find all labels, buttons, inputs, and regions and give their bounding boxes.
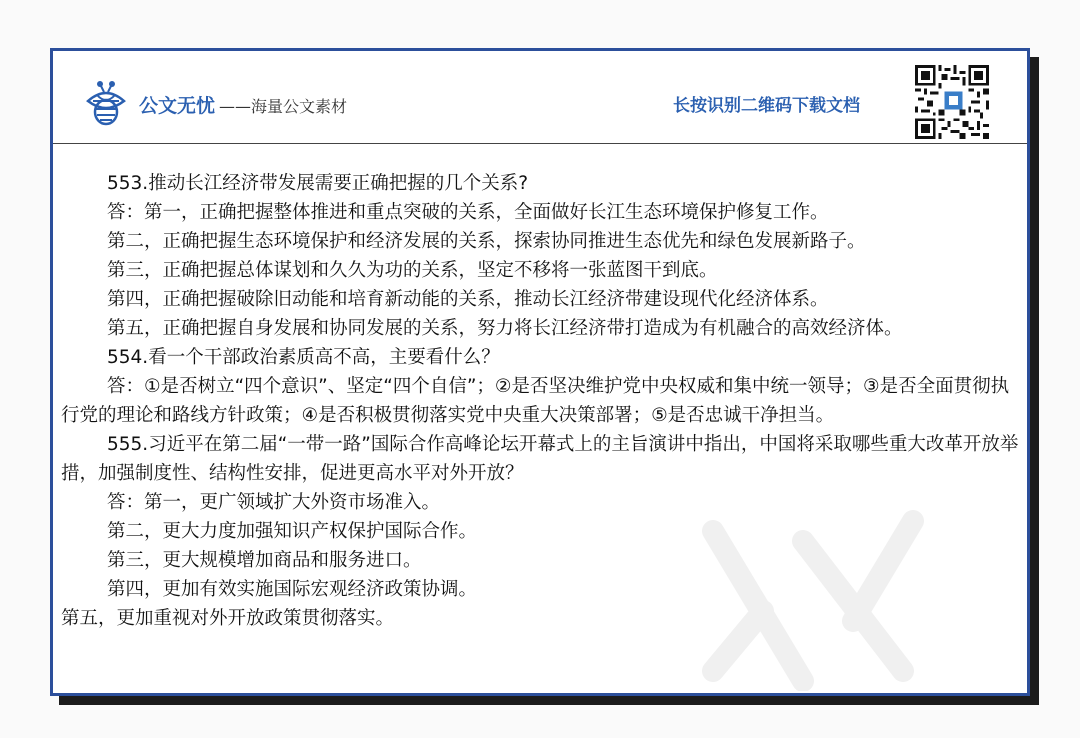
answer-555-part-2: 第二，更大力度加强知识产权保护国际合作。 <box>107 521 478 542</box>
answer-553-part-1: 答：第一，正确把握整体推进和重点突破的关系，全面做好长江生态环境保护修复工作。 <box>107 202 829 223</box>
answer-555-part-3: 第三，更大规模增加商品和服务进口。 <box>107 550 422 571</box>
answer-555-part-1: 答：第一，更广领域扩大外资市场准入。 <box>107 492 441 513</box>
brand-tagline: ——海量公文素材 <box>219 97 348 116</box>
brand-name: 公文无忧 <box>139 95 216 117</box>
question-553: 553.推动长江经济带发展需要正确把握的几个关系? <box>107 173 529 194</box>
answer-554: 答：①是否树立“四个意识”、坚定“四个自信”；②是否坚决维护党中央权威和集中统一领导；③是否全面贯彻执行党的理论和路线方针政策；④是否积极贯彻落实党中央重大决策部署；⑤是否忠诚干净担当。 <box>61 376 1010 426</box>
question-554: 554.看一个干部政治素质高不高，主要看什么？ <box>107 347 500 368</box>
answer-553-part-4: 第四，正确把握破除旧动能和培育新动能的关系，推动长江经济带建设现代化经济体系。 <box>107 289 829 310</box>
answer-555-part-4: 第四，更加有效实施国际宏观经济政策协调。 <box>107 579 478 600</box>
question-555: 555.习近平在第二届“一带一路”国际合作高峰论坛开幕式上的主旨演讲中指出，中国将采取哪些重大改革开放举措，加强制度性、结构性安排，促进更高水平对外开放？ <box>61 434 1019 484</box>
page-header <box>53 51 1027 144</box>
qr-code-icon[interactable] <box>915 65 989 139</box>
bee-logo-icon <box>85 79 127 127</box>
answer-555-part-5: 第五，更加重视对外开放政策贯彻落实。 <box>61 608 395 629</box>
qr-download-hint: 长按识别二维码下载文档 <box>673 96 860 116</box>
document-content <box>61 169 1021 633</box>
answer-553-part-2: 第二，正确把握生态环境保护和经济发展的关系，探索协同推进生态优先和绿色发展新路子。 <box>107 231 866 252</box>
answer-553-part-5: 第五，正确把握自身发展和协同发展的关系，努力将长江经济带打造成为有机融合的高效经济体。 <box>107 318 903 339</box>
document-card <box>50 48 1030 696</box>
answer-553-part-3: 第三，正确把握总体谋划和久久为功的关系，坚定不移将一张蓝图干到底。 <box>107 260 718 281</box>
